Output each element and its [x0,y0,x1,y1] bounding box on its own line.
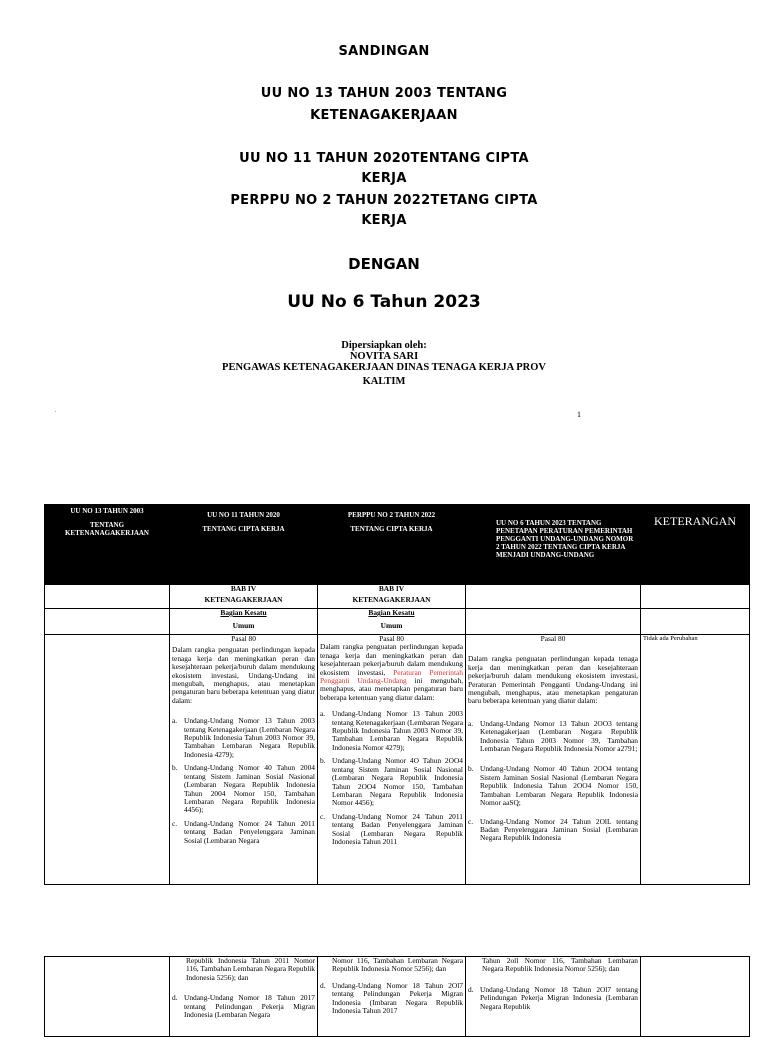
pasal-label: Pasal 80 [379,634,404,643]
page-dot: . [55,408,57,414]
keterangan-note: Tidak ada Perubahan [641,635,750,885]
bagian-label: Bagian Kesatu [220,608,267,617]
bab-label: BAB IV [378,584,405,593]
pasal-label: Pasal 80 [540,634,566,643]
list-item: d. Undang-Undang Nomor 18 Tahun 2017 tentang Pelindungan Pekerja Migran Indonesia (Lembaran Negara [172,993,315,1020]
list-item-continued: Republik Indonesia Tahun 2011 Nomor 116, Tambahan Lembaran Negara Republik Indonesia 5256); dan [186,956,315,982]
pasal-intro: Dalam rangka penguatan perlindungan kepada tenaga kerja dan meningkatkan peran dan kesejahteraan pekerja/buruh dalam mendukung ekosistem investasi, Undang-Undang ini mengubah, menghapus, atau menetapkan pengaturan baru beberapa ketentuan yang diatur dalam: [172,645,315,705]
cover-title-perppu: PERPPU NO 2 TAHUN 2022TETANG CIPTA [230,193,538,208]
list-item: c. Undang-Undang Nomor 24 Tahun 2OlL tentang Badan Penyelenggara Jaminan Sosial (Lembaran Negara Republik Indonesia [468,816,638,843]
header-perppu: PERPPU NO 2 TAHUN 2022 TENTANG CIPTA KERJA [318,505,466,585]
bab-title: KETENAGAKERJAAN [204,595,283,605]
bab-label: BAB IV [230,584,257,593]
cell-uu6-pasal80 [466,635,641,885]
cover-title-uu11-sub: KERJA [361,171,407,186]
prepared-region: KALTIM [362,376,406,387]
umum-label: Umum [380,621,403,631]
list-item: a. Undang-Undang Nomor 13 Tahun 2003 tentang Ketenagakerjaan (Lembaran Negara Republik Indonesia Tahun 2003 Nomor 39, Tambahan Lembaran Negara Republik Indonesia Nomor 4279); [320,709,463,752]
prepared-role: PENGAWAS KETENAGAKERJAAN DINAS TENAGA KERJA PROV [222,362,546,373]
pasal-label: Pasal 80 [231,634,256,643]
table-row [45,957,750,1037]
table-row [45,585,750,609]
cell-perppu-pasal80 [318,635,466,885]
list-item: c. Undang-Undang Nomor 24 Tahun 2011 tentang Badan Penyelenggara Jaminan Sosial (Lembaran Negara Republik Indonesia Tahun 2011 [320,811,463,846]
prepared-label: Dipersiapkan oleh: [341,340,427,351]
cell-uu11-pasal80 [170,635,318,885]
comparison-table [44,504,750,885]
cover-title-perppu-sub: KERJA [361,213,407,228]
pasal-intro: Dalam rangka penguatan perlindungan kepada tenaga kerja dan meningkatkan peran dan kesejahteraan pekerja/buruh dalam mendukung ekosistem investasi, Peraturan Pemerintah Pengganti Undang-Undang ini mengubah, menghapus, atau menetapkan pengaturan baru beberapa ketentuan yang diatur dalam: [468,654,638,706]
list-item: a. Undang-Undang Nomor 13 Tahun 2OO3 tentang Ketenagakerjaan (Lembaran Negara Republik Indonesia Tahun 2003 Nomor 39, Tambahan Lembaran Negara Republik Indonesia Nomor a2791; [468,718,638,754]
list-item-continued: Nomor 116, Tambahan Lembaran Negara Republik Indonesia Nomor 5256); dan [332,956,463,974]
comparison-table-continued [44,956,750,1037]
list-item: c. Undang-Undang Nomor 24 Tahun 2011 tentang Badan Penyelenggara Jaminan Sosial (Lembaran Negara [172,818,315,845]
list-item: b. Undang-Undang Nomor 40 Tahun 2004 tentang Sistem Jaminan Sosial Nasional (Lembaran Negara Republik Indonesia Tahun 2004 Nomor 150, Tambahan Lembaran Negara Republik Indonesia 4456); [172,763,315,815]
table-row [45,635,750,885]
cover-dengan: DENGAN [348,255,420,273]
list-item: a. Undang-Undang Nomor 13 Tahun 2003 tentang Ketenagakerjaan (Lembaran Negara Republik Indonesia Tahun 2003 Nomor 39, Tambahan Lembaran Negara Republik Indonesia 4279); [172,716,315,759]
header-uu6: UU NO 6 TAHUN 2023 TENTANG PENETAPAN PERATURAN PEMERINTAH PENGGANTI UNDANG-UNDANG NOMOR 2 TAHUN 2022 TENTANG CIPTA KERJA MENJADI UNDANG-UNDANG [466,505,641,585]
pasal-intro: Dalam rangka penguatan perlindungan kepada tenaga kerja dan meningkatkan peran dan kesejahteraan pekerja/buruh dalam mendukung ekosistem investasi, Peraturan Pemerintah Pengganti Undang-Undang ini mengubah, menghapus, atau menetapkan pengaturan baru beberapa ketentuan yang diatur dalam: [320,642,463,702]
table-header-row [45,505,750,585]
bagian-label: Bagian Kesatu [368,608,415,617]
cover-title-sandingan: SANDINGAN [338,44,430,59]
umum-label: Umum [232,621,255,631]
header-uu11: UU NO 11 TAHUN 2020 TENTANG CIPTA KERJA [170,505,318,585]
header-uu13: UU NO 13 TAHUN 2003 TENTANG KETENANAGAKERJAAN [45,505,170,585]
table-row [45,609,750,635]
bab-title: KETENAGAKERJAAN [352,595,431,605]
header-keterangan: KETERANGAN [641,505,750,585]
highlighted-change: Peraturan Pemerintah Pengganti Undang-Undang [320,667,463,686]
cover-title-uu13-sub: KETENAGAKERJAAN [310,108,458,123]
list-item: d. Undang-Undang Nomor 18 Tahun 2Ol7 tentang Pelindungan Pekerja Migran Indonesia (Lembaran Negara Republik [468,984,638,1011]
cover-uu6: UU No 6 Tahun 2023 [287,292,481,312]
list-item: b. Undang-Undang Nomor 40 Tahun 2OO4 tentang Sistem Jaminan Sosial Nasional (Lembaran Negara Republik Indonesia Tahun 2OO4 Nomor 150, Tambahan Lembaran Negara Republik Indonesia Nomor aaSQ; [468,764,638,808]
cover-title-uu13: UU NO 13 TAHUN 2003 TENTANG [260,86,508,101]
cover-title-uu11: UU NO 11 TAHUN 2020TENTANG CIPTA [239,151,529,166]
list-item: d. Undang-Undang Nomor 18 Tahun 2Ol7 tentang Pelindungan Pekerja Migran Indonesia (Imbaran Negara Republik Indonesia Tahun 2017 [320,980,463,1016]
list-item-continued: Tahun 2oll Nomor 116, Tambahan Lembaran Negara Republik Indonesia Nomor 5256); dan [482,956,638,974]
prepared-name: NOVITA SARI [349,351,419,362]
page-number: 1 [577,410,581,419]
list-item: b. Undang-Undang Nomor 4O Tahun 2OO4 tentang Sistem Jaminan Sosial Nasional (Lembaran Negara Republik Indonesia Tahun 2OO4 Nomor 150, Tambahan Lembaran Negara Republik Indonesia Nomor 4456); [320,756,463,808]
